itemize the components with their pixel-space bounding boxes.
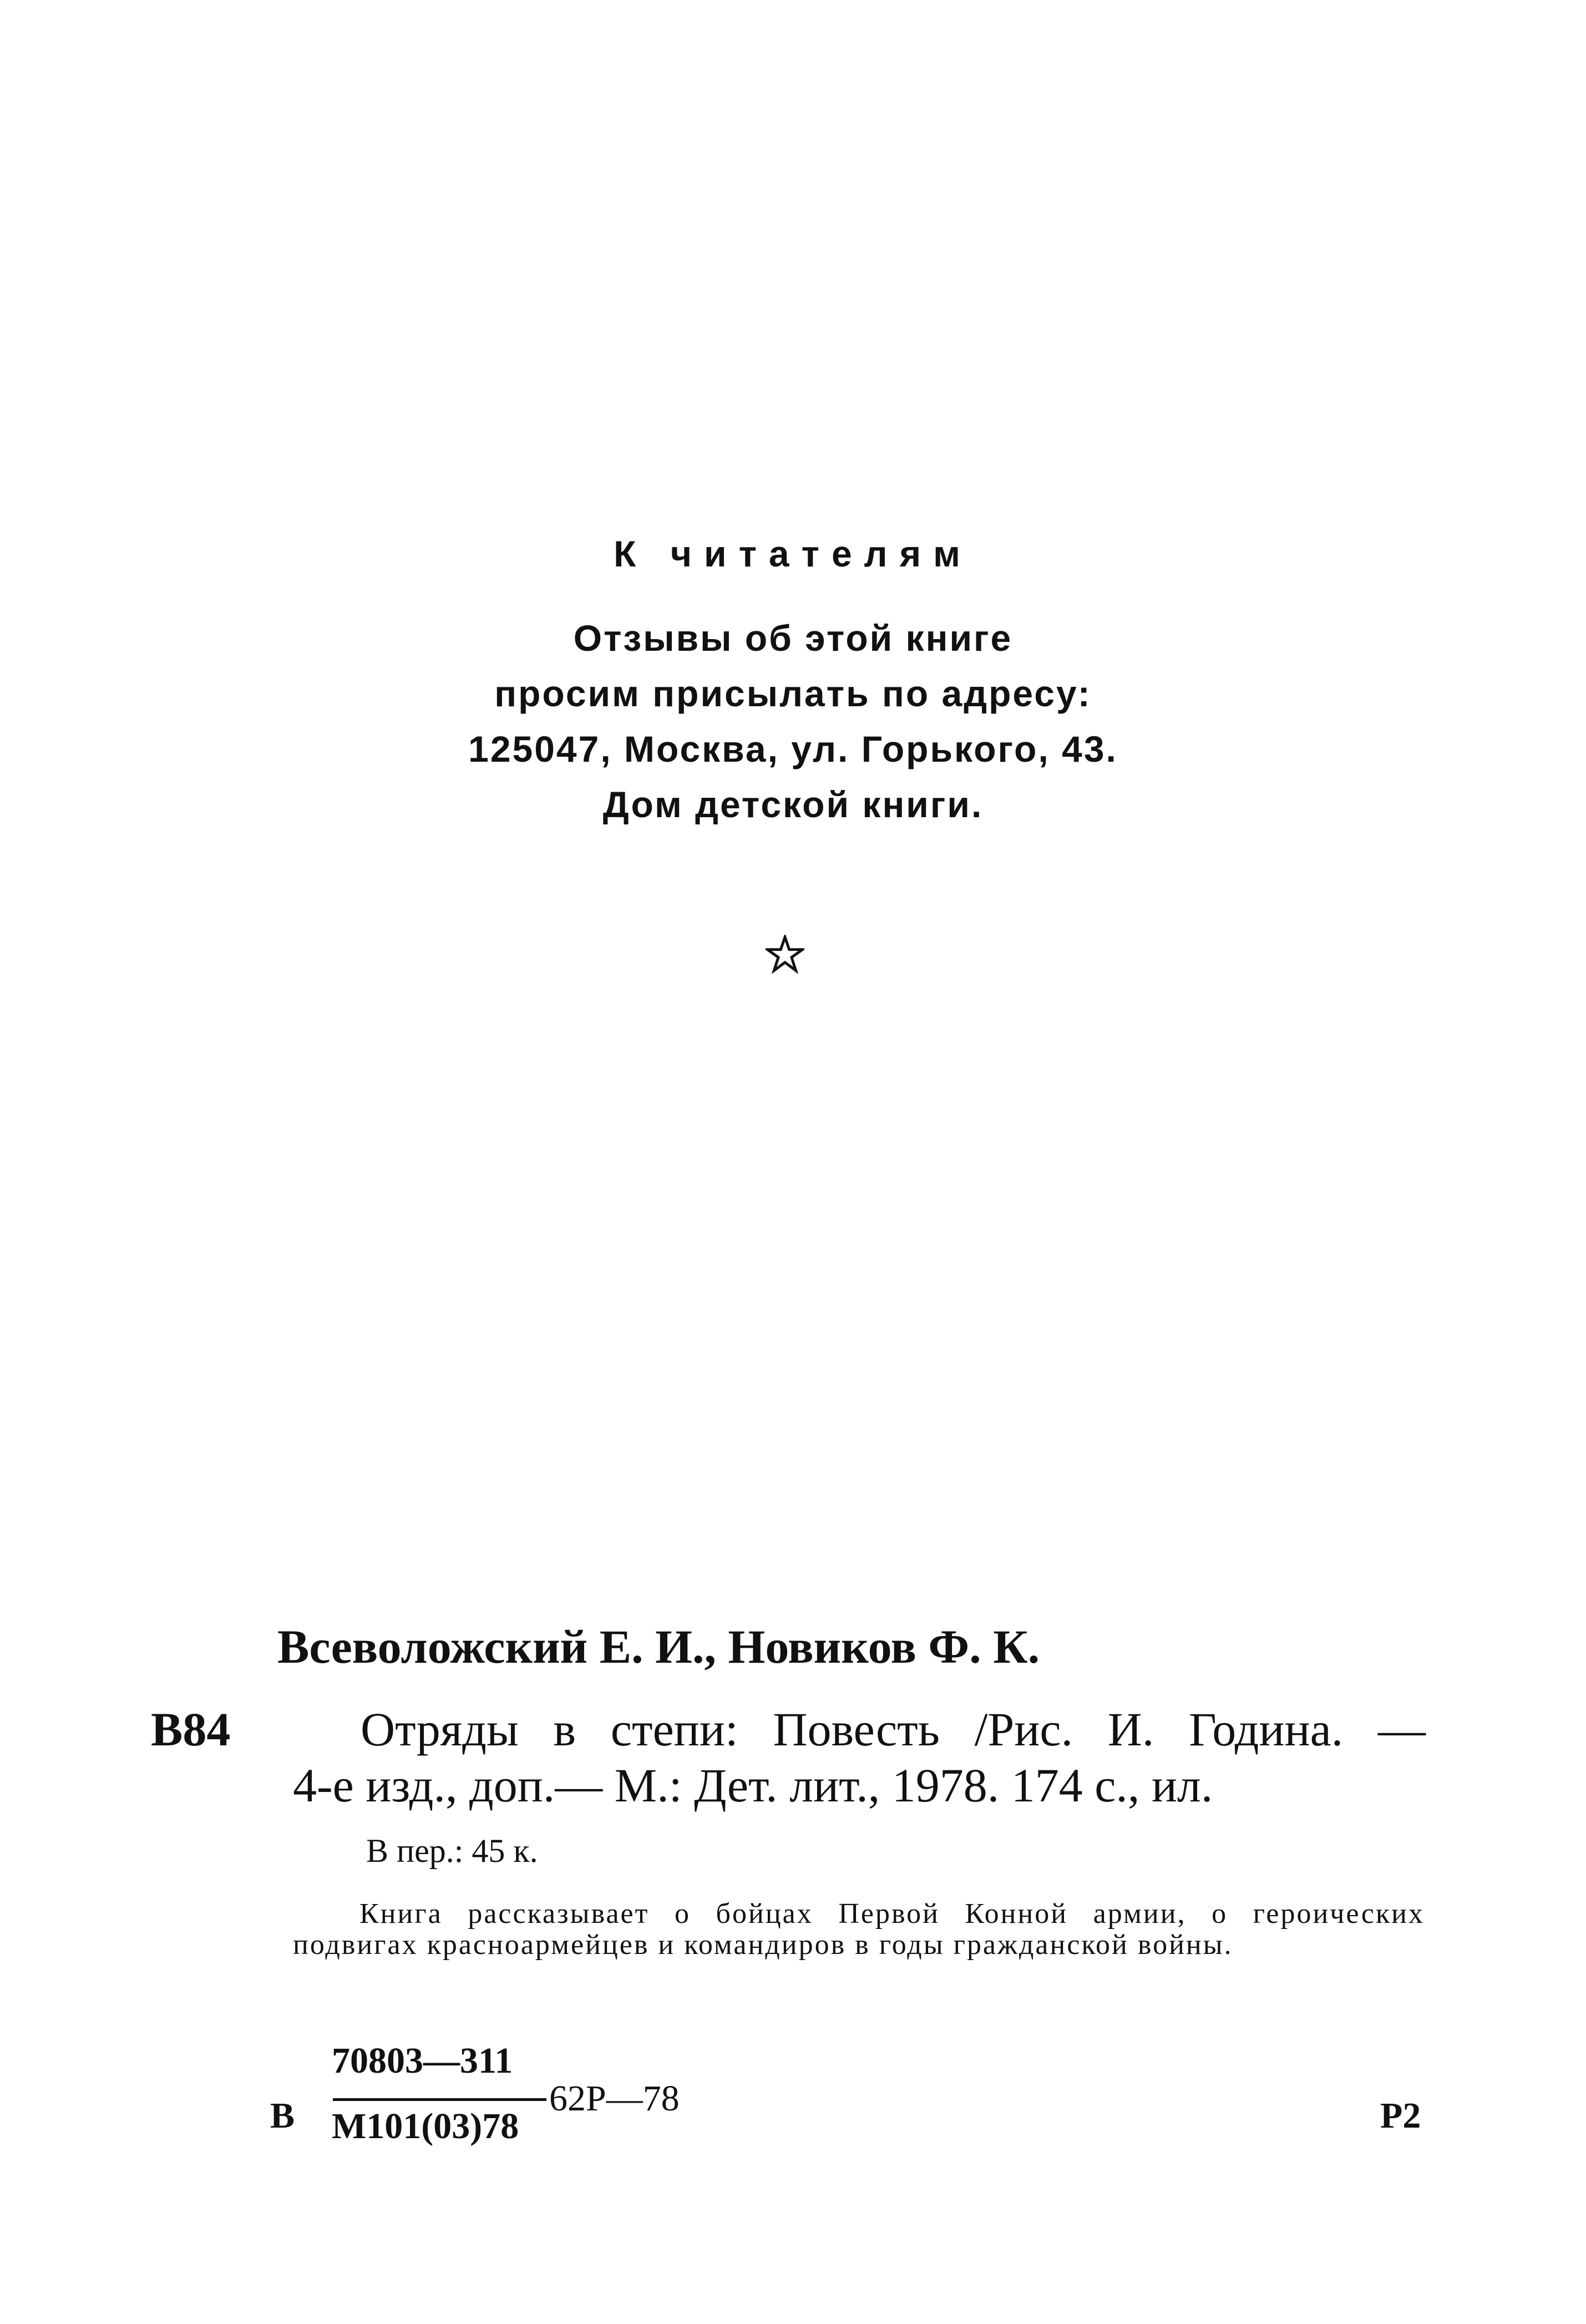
index-suffix: 62Р—78 xyxy=(549,2078,680,2119)
bibliographic-line: Отряды в степи: Повесть /Рис. И. Година. — xyxy=(361,1703,1426,1756)
notice-heading: К читателям xyxy=(614,533,972,574)
index-numerator: 70803—311 xyxy=(332,2041,513,2081)
bibliographic-line: 4-е изд., доп.— М.: Дет. лит., 1978. 174 с., ил. xyxy=(293,1759,1213,1812)
star-outline-icon xyxy=(766,935,804,974)
price: В пер.: 45 к. xyxy=(366,1832,538,1869)
notice-line: 125047, Москва, ул. Горького, 43. xyxy=(468,728,1118,769)
notice-line: Отзывы об этой книге xyxy=(573,617,1013,659)
notice-line: Дом детской книги. xyxy=(602,784,984,825)
notice-line: просим присылать по адресу: xyxy=(494,673,1092,714)
authors: Всеволожский Е. И., Новиков Ф. К. xyxy=(277,1620,1040,1673)
index-denominator: М101(03)78 xyxy=(332,2106,519,2146)
index-prefix: В xyxy=(270,2095,295,2136)
annotation: Книга рассказывает о бойцах Первой Конной армии, о героических подвигах красноармейцев и командиров в годы гражданской войны. xyxy=(293,1898,1425,1961)
bbk-code: Р2 xyxy=(1380,2095,1421,2136)
classification-code: В84 xyxy=(151,1703,231,1756)
fraction-bar xyxy=(333,2098,546,2101)
